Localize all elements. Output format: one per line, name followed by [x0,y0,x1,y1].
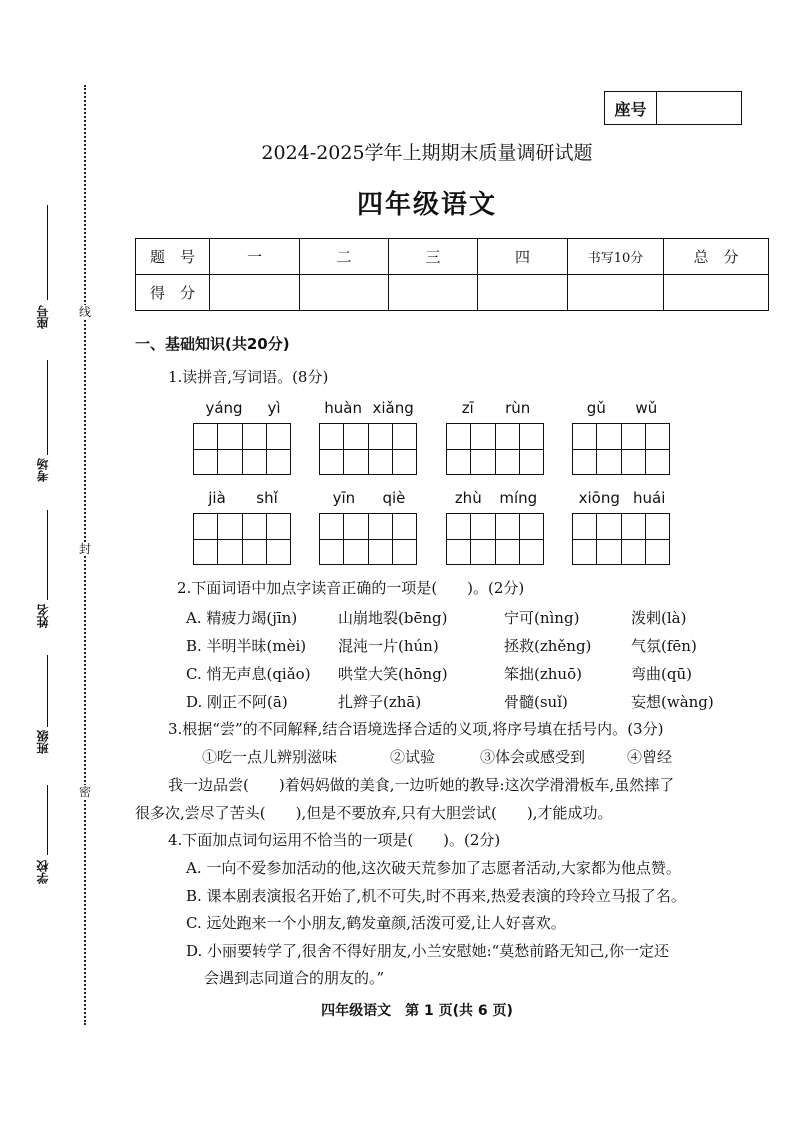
q4-option-b[interactable]: B. 课本剧表演报名开始了,机不可失,时不再来,热爱表演的玲玲立马报了名。 [186,887,686,905]
score-header-writing: 书写10分 [568,239,664,275]
q2-option-word: A. 精疲力竭(jīn) [186,609,298,627]
side-label-class: 班级 [36,730,50,754]
pinyin-group [319,489,419,565]
seat-number-label: 座号 [605,92,657,124]
q2-option-word: B. 半明半昧(mèi) [186,637,307,655]
pinyin-syllable: xiǎng [372,399,414,417]
score-cell[interactable] [210,275,300,311]
pinyin-syllable: shǐ [256,489,278,507]
pinyin-syllable: míng [499,489,538,507]
seal-char-xian: 线 [79,305,92,319]
pinyin-group [319,399,419,475]
score-header-1: 一 [210,239,300,275]
pinyin-syllable: huàn [324,399,362,417]
q4-option-d[interactable]: D. 小丽要转学了,很舍不得好朋友,小兰安慰她:“莫愁前路无知己,你一定还 [186,942,670,960]
name-line[interactable] [47,510,48,600]
meaning-1: ①吃一点儿辨别滋味 [202,748,338,766]
meaning-2: ②试验 [390,748,436,766]
seat-number-box[interactable] [604,91,742,125]
pinyin-syllable: zhù [454,489,482,507]
q2-option-word: 骨髓(suǐ) [504,693,568,711]
q2-option-word: 山崩地裂(bēng) [338,609,448,627]
q3-passage-line: 我一边品尝( )着妈妈做的美食,一边听她的教导:这次学滑滑板车,虽然摔了 [168,776,675,794]
writing-grid[interactable] [319,513,417,565]
q4-option-d-continued: 会遇到志同道合的朋友的。” [204,969,385,987]
pinyin-syllable: gǔ [586,399,606,417]
pinyin-syllable: qiè [382,489,406,507]
q2-option-word: 泼剌(là) [631,609,687,627]
class-line[interactable] [47,655,48,727]
question-1-text: 1.读拼音,写词语。(8分) [168,368,329,386]
score-header-2: 二 [300,239,389,275]
meaning-3: ③体会或感受到 [480,748,586,766]
side-label-room: 考场 [36,458,50,482]
pinyin-syllable: yīn [332,489,356,507]
seal-char-feng: 封 [79,542,92,556]
pinyin-syllable: yáng [205,399,243,417]
score-header-4: 四 [478,239,568,275]
writing-grid[interactable] [572,513,670,565]
score-row-label: 得 分 [136,275,210,311]
pinyin-group [446,489,546,565]
q2-option-word: 气氛(fēn) [631,637,697,655]
q2-option-word: 混沌一片(hún) [338,637,439,655]
score-table [135,238,769,311]
school-line[interactable] [47,785,48,855]
pinyin-group [193,489,293,565]
exam-title: 2024-2025学年上期期末质量调研试题 [261,142,593,164]
meaning-4: ④曾经 [627,748,673,766]
q2-option-word: 拯救(zhěng) [504,637,592,655]
q2-option-word: 哄堂大笑(hōng) [338,665,448,683]
page-footer: 四年级语文 第 1 页(共 6 页) [321,1003,513,1019]
q2-option-word: 妄想(wàng) [631,693,714,711]
question-2-text: 2.下面词语中加点字读音正确的一项是( )。(2分) [177,579,525,597]
writing-grid[interactable] [193,423,291,475]
score-cell[interactable] [300,275,389,311]
writing-grid[interactable] [446,513,544,565]
score-header-3: 三 [389,239,478,275]
question-4-text: 4.下面加点词句运用不恰当的一项是( )。(2分) [168,831,501,849]
pinyin-group [572,489,672,565]
subject-title: 四年级语文 [356,190,497,220]
side-label-seat: 座号 [36,305,50,329]
pinyin-syllable: rùn [505,399,531,417]
writing-grid[interactable] [446,423,544,475]
score-cell[interactable] [664,275,769,311]
section-heading: 一、基础知识(共20分) [135,335,290,353]
pinyin-group [572,399,672,475]
pinyin-syllable: huái [633,489,666,507]
q2-option-word: 宁可(nìng) [504,609,580,627]
seal-char-mi: 密 [79,785,92,799]
score-header-label: 题 号 [136,239,210,275]
writing-grid[interactable] [572,423,670,475]
pinyin-syllable: yì [267,399,281,417]
q2-option-word: D. 刚正不阿(ā) [186,693,288,711]
q2-option-word: 弯曲(qū) [631,665,692,683]
pinyin-group [446,399,546,475]
pinyin-syllable: xiōng [578,489,620,507]
side-label-school: 学校 [36,860,50,884]
side-label-name: 姓名 [36,604,50,628]
exam-room-line[interactable] [47,360,48,455]
question-3-text: 3.根据“尝”的不同解释,结合语境选择合适的义项,将序号填在括号内。(3分) [168,720,664,738]
writing-grid[interactable] [193,513,291,565]
q4-option-c[interactable]: C. 远处跑来一个小朋友,鹤发童颜,活泼可爱,让人好喜欢。 [186,914,566,932]
q2-option-word: 笨拙(zhuō) [504,665,582,683]
score-header-total: 总 分 [664,239,769,275]
q2-option-word: C. 悄无声息(qiǎo) [186,665,311,683]
q4-option-a[interactable]: A. 一向不爱参加活动的他,这次破天荒参加了志愿者活动,大家都为他点赞。 [186,859,681,877]
q2-option-word: 扎辫子(zhā) [338,693,422,711]
pinyin-group [193,399,293,475]
score-cell[interactable] [389,275,478,311]
q3-passage-line: 很多次,尝尽了苦头( ),但是不要放弃,只有大胆尝试( ),才能成功。 [135,804,613,822]
writing-grid[interactable] [319,423,417,475]
pinyin-syllable: jià [208,489,226,507]
pinyin-syllable: wǔ [635,399,658,417]
score-cell[interactable] [568,275,664,311]
score-cell[interactable] [478,275,568,311]
seat-number-field[interactable] [657,92,741,124]
pinyin-syllable: zī [461,399,474,417]
